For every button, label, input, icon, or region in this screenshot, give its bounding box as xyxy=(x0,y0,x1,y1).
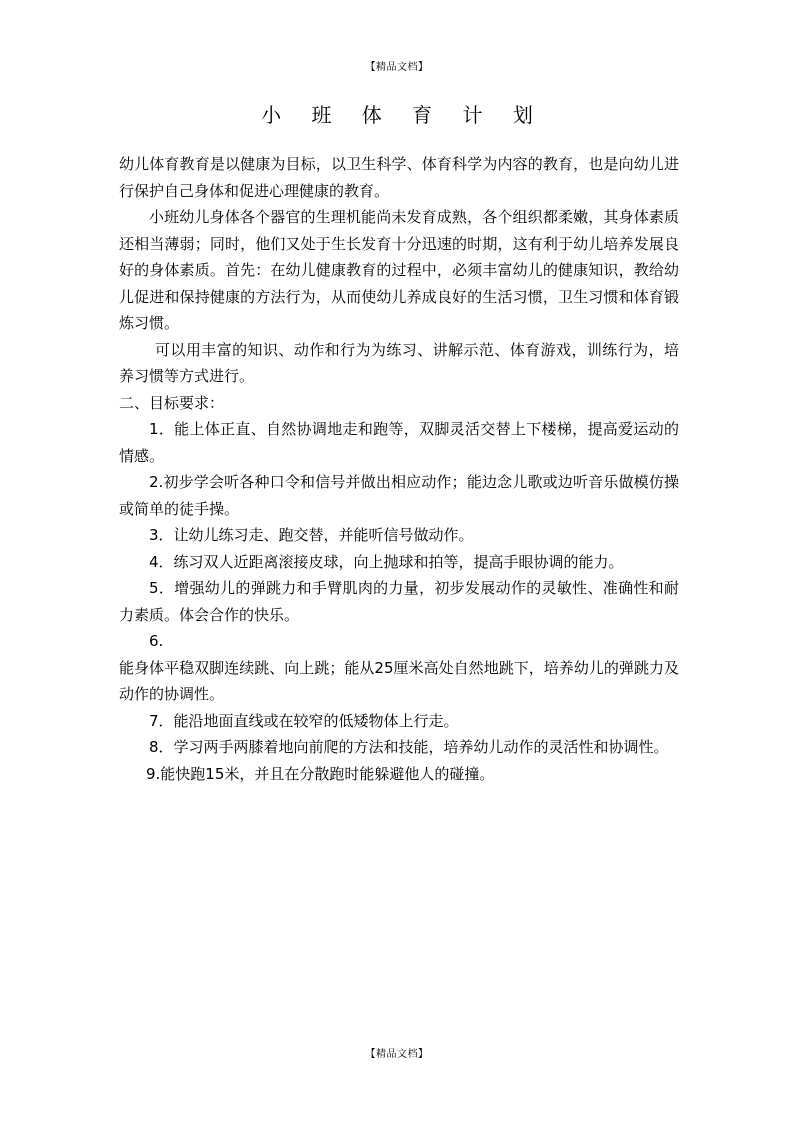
body-paragraph: 小班幼儿身体各个器官的生理机能尚未发育成熟，各个组织都柔嫩，其身体素质还相当薄弱；同时，他们又处于生长发育十分迅速的时期，这有利于幼儿培养发展良好的身体素质。首先：在幼儿健康教育的过程中，必须丰富幼儿的健康知识，教给幼儿促进和保持健康的方法行为，从而使幼儿养成良好的生活习惯，卫生习惯和体育锻炼习惯。 xyxy=(119,208,679,332)
goal-item: 2.初步学会听各种口令和信号并做出相应动作；能边念儿歌或边听音乐做模仿操或简单的徒手操。 xyxy=(119,473,679,518)
goal-item: 9.能快跑15米，并且在分散跑时能躲避他人的碰撞。 xyxy=(146,764,495,783)
goal-item: 4．练习双人近距离滚接皮球，向上抛球和拍等，提高手眼协调的能力。 xyxy=(149,552,624,571)
goal-item: 6. xyxy=(149,632,164,650)
goal-item: 3．让幼儿练习走、跑交替，并能听信号做动作。 xyxy=(149,526,474,544)
page-title: 小 班 体 育 计 划 xyxy=(261,103,545,127)
goal-item: 1．能上体正直、自然协调地走和跑等，双脚灵活交替上下楼梯，提高爱运动的情感。 xyxy=(119,420,679,465)
intro-paragraph: 幼儿体育教育是以健康为目标，以卫生科学、体育科学为内容的教育，也是向幼儿进行保护自己身体和促进心理健康的教育。 xyxy=(119,155,679,200)
goal-item: 8．学习两手两膝着地向前爬的方法和技能，培养幼儿动作的灵活性和协调性。 xyxy=(149,738,669,756)
goal-item-continuation: 能身体平稳双脚连续跳、向上跳；能从25厘米高处自然地跳下，培养幼儿的弹跳力及动作的协调性。 xyxy=(119,658,679,703)
section-heading: 二、目标要求： xyxy=(119,393,225,412)
goal-item: 5．增强幼儿的弹跳力和手臂肌肉的力量，初步发展动作的灵敏性、准确性和耐力素质。体会合作的快乐。 xyxy=(119,579,679,624)
document-body xyxy=(119,151,679,787)
body-paragraph: 可以用丰富的知识、动作和行为为练习、讲解示范、体育游戏，训练行为，培养习惯等方式进行。 xyxy=(119,340,679,385)
footer-tag: 【精品文档】 xyxy=(365,1049,429,1060)
header-tag: 【精品文档】 xyxy=(365,62,429,73)
goal-item: 7．能沿地面直线或在较窄的低矮物体上行走。 xyxy=(149,711,459,730)
